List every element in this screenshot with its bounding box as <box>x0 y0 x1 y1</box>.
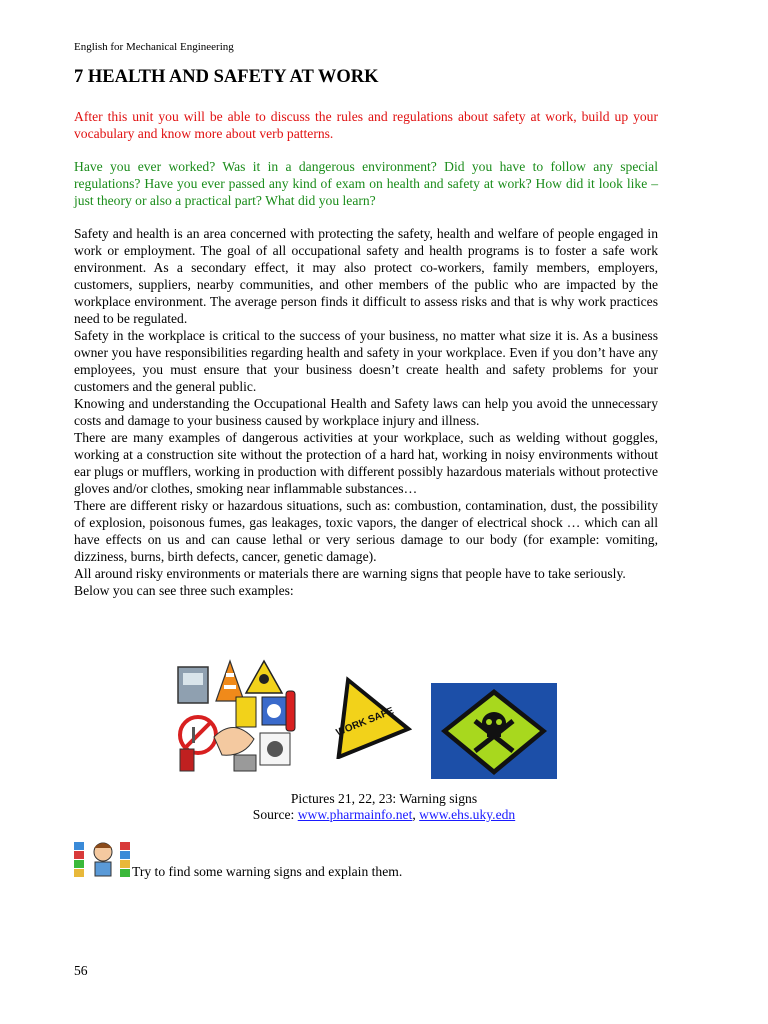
paragraph: Knowing and understanding the Occupational Health and Safety laws can help you avoid the unnecessary costs and damage to your business caused by workplace injury and illness. <box>74 396 658 428</box>
paragraph: There are different risky or hazardous situations, such as: combustion, contamination, dust, the possibility of explosion, poisonous fumes, gas leakages, toxic vapors, the danger of electrical shock … which can all have effects on us and can cause lethal or very serious damage to our body (for example: vomiting, dizziness, burns, birth defects, cancer, genetic damage). <box>74 498 658 564</box>
paragraph: Below you can see three such examples: <box>74 583 294 598</box>
source-link-pharmainfo[interactable]: www.pharmainfo.net <box>297 807 413 822</box>
work-safe-sign-image <box>314 667 412 759</box>
body-text <box>74 225 658 599</box>
paragraph: Safety in the workplace is critical to the success of your business, no matter what size it is. As a business owner you have responsibilities regarding health and safety in your workplace. Even if you don’t have any employees, you must ensure that your business doesn’t create health and safety problems for your customers and the general public. <box>74 328 658 394</box>
figure-source: Source: www.pharmainfo.net, www.ehs.uky.edn <box>252 807 516 822</box>
warm-up-questions: Have you ever worked? Was it in a dangerous environment? Did you have to follow any special regulations? Have you ever passed any kind of exam on health and safety at work? How did it look like – just theory or also a practical part? What did you learn? <box>74 159 658 208</box>
page-number: 56 <box>74 963 88 978</box>
skull-warning-sign-image <box>431 683 557 779</box>
hazard-collage-image <box>174 657 300 775</box>
task-instruction: Try to find some warning signs and explain them. <box>132 864 403 879</box>
source-link-ehs[interactable]: www.ehs.uky.edn <box>419 807 516 822</box>
running-head: English for Mechanical Engineering <box>74 41 234 53</box>
paragraph: There are many examples of dangerous activities at your workplace, such as welding without goggles, working at a construction site without the protection of a hard hat, working in noisy environments without ear plugs or mufflers, working in production with different possibly hazardous materials without protective gloves and/or clothes, smoking near inflammable substances… <box>74 430 658 496</box>
paragraph: Safety and health is an area concerned with protecting the safety, health and welfare of people engaged in work or employment. The goal of all occupational safety and health programs is to foster a safe work environment. As a secondary effect, it may also protect co-workers, family members, employers, customers, suppliers, nearby communities, and other members of the public who are impacted by the workplace environment. The average person finds it difficult to assess risks and that is why work practices need to be regulated. <box>74 226 658 326</box>
unit-objectives: After this unit you will be able to discuss the rules and regulations about safety at work, build up your vocabulary and know more about verb patterns. <box>74 109 658 141</box>
paragraph: All around risky environments or materials there are warning signs that people have to take seriously. <box>74 566 626 581</box>
warning-sign-figures <box>0 655 768 780</box>
unit-title: 7 HEALTH AND SAFETY AT WORK <box>74 67 379 87</box>
work-safe-sign-text: WORK SAFE <box>334 705 396 739</box>
figure-caption: Pictures 21, 22, 23: Warning signs <box>290 791 478 806</box>
student-with-books-icon <box>74 838 132 880</box>
source-label: Source: <box>252 807 295 822</box>
